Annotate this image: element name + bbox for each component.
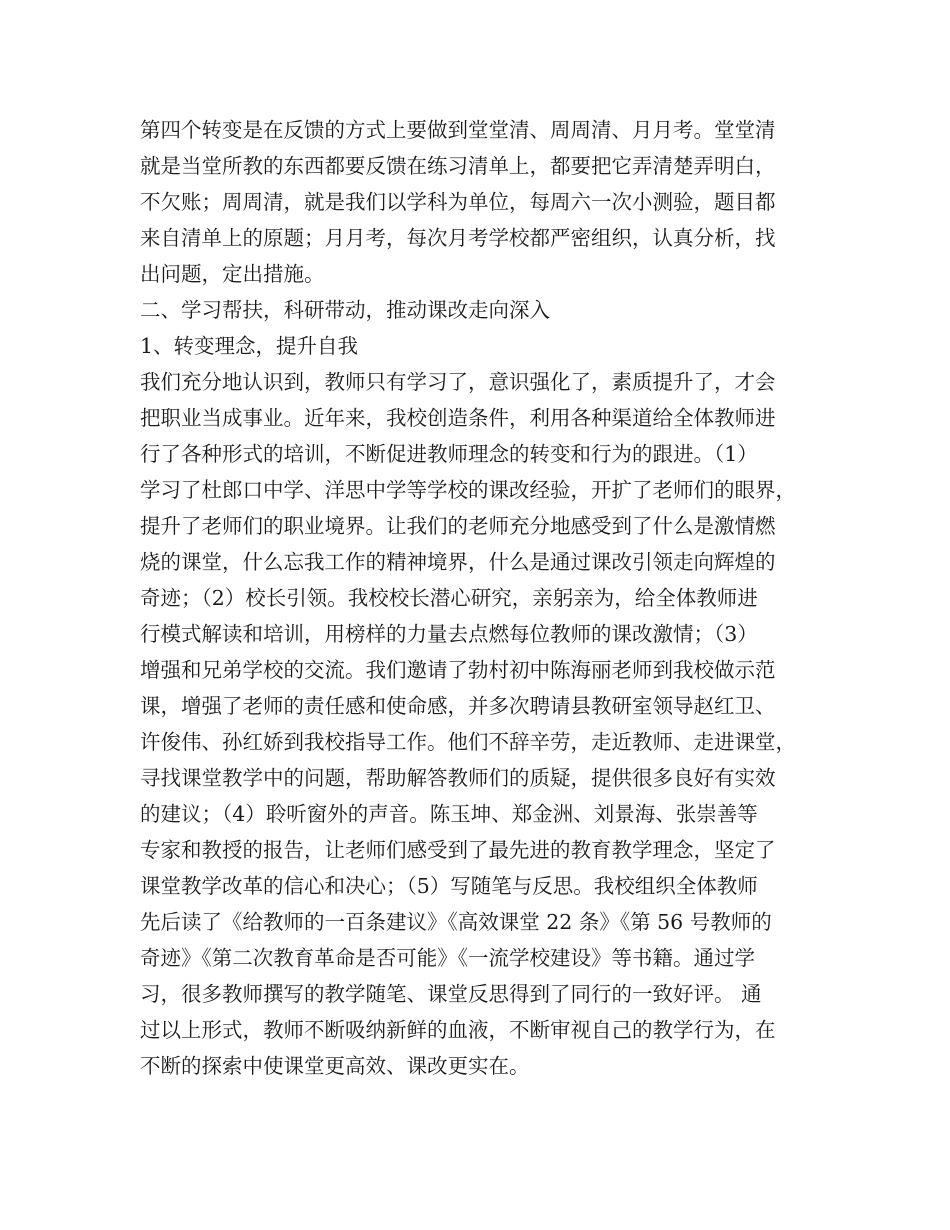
text-line: 课堂教学改革的信心和决心；（5）写随笔与反思。我校组织全体教师 [140, 874, 758, 898]
subsection-heading: 1、转变理念，提升自我 [140, 334, 359, 358]
text-line: 寻找课堂教学中的问题，帮助解答教师们的质疑，提供很多良好有实效 [140, 766, 776, 790]
text-line: 的建议；（4）聆听窗外的声音。陈玉坤、郑金洲、刘景海、张崇善等 [140, 802, 758, 826]
text-line: 奇迹》《第二次教育革命是否可能》《一流学校建设》等书籍。通过学 [140, 946, 755, 970]
text-line: 出问题，定出措施。 [140, 262, 325, 286]
text-line: 先后读了《给教师的一百条建议》《高效课堂 22 条》《第 56 号教师的 [140, 910, 772, 934]
document-body [140, 112, 820, 1084]
text-line: 专家和教授的报告，让老师们感受到了最先进的教育教学理念，坚定了 [140, 838, 776, 862]
text-line: 我们充分地认识到，教师只有学习了，意识强化了，素质提升了，才会 [140, 370, 776, 394]
text-line: 不断的探索中使课堂更高效、课改更实在。 [140, 1054, 530, 1078]
text-line: 奇迹；（2）校长引领。我校校长潜心研究，亲躬亲为，给全体教师进 [140, 586, 758, 610]
text-line: 习，很多教师撰写的教学随笔、课堂反思得到了同行的一致好评。 通 [140, 982, 762, 1006]
text-line: 提升了老师们的职业境界。让我们的老师充分地感受到了什么是激情燃 [140, 514, 776, 538]
text-line: 烧的课堂，什么忘我工作的精神境界，什么是通过课改引领走向辉煌的 [140, 550, 776, 574]
text-line: 不欠账；周周清，就是我们以学科为单位，每周六一次小测验，题目都 [140, 190, 776, 214]
text-line: 许俊伟、孙红娇到我校指导工作。他们不辞辛劳，走近教师、走进课堂， [140, 730, 796, 754]
text-line: 课，增强了老师的责任感和使命感，并多次聘请县教研室领导赵红卫、 [140, 694, 776, 718]
text-line: 学习了杜郎口中学、洋思中学等学校的课改经验，开扩了老师们的眼界， [140, 478, 796, 502]
section-heading: 二、学习帮扶，科研带动，推动课改走向深入 [140, 298, 550, 322]
text-line: 行模式解读和培训，用榜样的力量去点燃每位教师的课改激情；（3） [140, 622, 758, 646]
text-line: 过以上形式，教师不断吸纳新鲜的血液，不断审视自己的教学行为，在 [140, 1018, 776, 1042]
text-line: 第四个转变是在反馈的方式上要做到堂堂清、周周清、月月考。堂堂清 [140, 118, 776, 142]
text-line: 把职业当成事业。近年来，我校创造条件，利用各种渠道给全体教师进 [140, 406, 776, 430]
text-line: 增强和兄弟学校的交流。我们邀请了勃村初中陈海丽老师到我校做示范 [140, 658, 776, 682]
text-line: 就是当堂所教的东西都要反馈在练习清单上，都要把它弄清楚弄明白， [140, 154, 776, 178]
text-line: 行了各种形式的培训，不断促进教师理念的转变和行为的跟进。（1） [140, 442, 758, 466]
text-line: 来自清单上的原题；月月考，每次月考学校都严密组织，认真分析，找 [140, 226, 776, 250]
